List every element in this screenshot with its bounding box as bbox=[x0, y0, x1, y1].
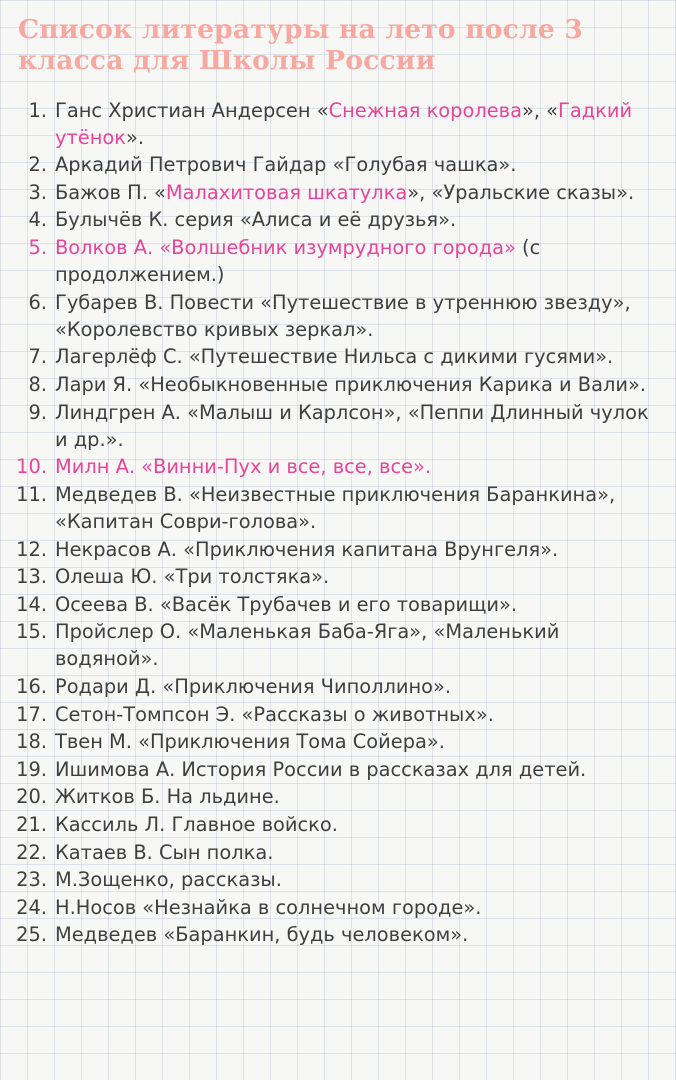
plain-text: », « bbox=[521, 98, 559, 122]
list-item bbox=[14, 371, 662, 398]
highlighted-title: Гадкий утёнок bbox=[55, 98, 633, 149]
plain-text: Сетон-Томпсон Э. «Рассказы о животных». bbox=[55, 702, 494, 726]
list-item-text bbox=[55, 618, 662, 672]
plain-text: Осеева В. «Васёк Трубачев и его товарищи». bbox=[55, 592, 518, 616]
plain-text: Пройслер О. «Маленькая Баба-Яга», «Маленький водяной». bbox=[55, 620, 560, 671]
plain-text: М.Зощенко, рассказы. bbox=[55, 868, 282, 892]
list-item-text bbox=[55, 97, 662, 151]
list-item bbox=[14, 97, 662, 151]
list-item bbox=[14, 179, 662, 206]
list-item-text bbox=[55, 536, 662, 563]
list-item-text bbox=[55, 728, 662, 755]
plain-text: Лари Я. «Необыкновенные приключения Карика и Вали». bbox=[55, 372, 647, 396]
list-item-text bbox=[55, 921, 662, 948]
list-item bbox=[14, 591, 662, 618]
list-item-number: 19. bbox=[16, 757, 47, 781]
list-item-number: 10. bbox=[16, 455, 47, 479]
list-item bbox=[14, 783, 662, 810]
list-item-number: 24. bbox=[16, 895, 47, 919]
plain-text: Булычёв К. серия «Алиса и её друзья». bbox=[55, 208, 457, 232]
list-item bbox=[14, 453, 662, 480]
list-item bbox=[14, 343, 662, 370]
list-item bbox=[14, 756, 662, 783]
list-item-text bbox=[55, 234, 662, 288]
list-item-text bbox=[55, 894, 662, 921]
list-item-number: 6. bbox=[28, 290, 47, 314]
plain-text: Житков Б. На льдине. bbox=[55, 785, 280, 809]
list-item-number: 5. bbox=[28, 236, 47, 259]
list-item-text bbox=[55, 591, 662, 618]
reading-list bbox=[14, 97, 662, 949]
list-item-text bbox=[55, 206, 662, 233]
page-title: Список литературы на лето после 3 класса для Школы России bbox=[18, 14, 584, 77]
plain-text: Лагерлёф С. «Путешествие Нильса с дикими гусями». bbox=[55, 345, 614, 369]
list-item bbox=[14, 839, 662, 866]
list-item-number: 12. bbox=[16, 537, 47, 561]
list-item bbox=[14, 728, 662, 755]
list-item bbox=[14, 618, 662, 672]
highlighted-title: Волков А. «Волшебник изумрудного города» bbox=[55, 236, 516, 259]
list-item-text bbox=[55, 866, 662, 893]
list-item-text bbox=[55, 289, 662, 343]
plain-text: Губарев В. Повести «Путешествие в утреннюю звезду», «Королевство кривых зеркал». bbox=[55, 290, 631, 341]
list-item bbox=[14, 481, 662, 535]
plain-text: Аркадий Петрович Гайдар «Голубая чашка». bbox=[55, 153, 517, 177]
list-item-number: 20. bbox=[16, 785, 47, 809]
list-item-number: 7. bbox=[28, 345, 47, 369]
list-item-text bbox=[55, 481, 662, 535]
list-item bbox=[14, 536, 662, 563]
list-item-number: 17. bbox=[16, 702, 47, 726]
plain-text: Ишимова А. История России в рассказах для детей. bbox=[55, 757, 587, 781]
list-item-number: 25. bbox=[16, 923, 47, 947]
list-item-text bbox=[55, 399, 662, 453]
list-item-number: 2. bbox=[28, 153, 47, 177]
list-item-text bbox=[55, 453, 662, 480]
list-item bbox=[14, 206, 662, 233]
list-item-number: 13. bbox=[16, 565, 47, 589]
list-item bbox=[14, 151, 662, 178]
highlighted-title: Милн А. «Винни-Пух и все, все, все». bbox=[55, 455, 432, 479]
list-item-text bbox=[55, 783, 662, 810]
list-item bbox=[14, 234, 662, 288]
list-item-text bbox=[55, 811, 662, 838]
list-item-number: 9. bbox=[28, 400, 47, 424]
list-item-number: 18. bbox=[16, 730, 47, 754]
plain-text: (с продолжением.) bbox=[55, 236, 541, 287]
list-item-text bbox=[55, 179, 662, 206]
list-item-text bbox=[55, 151, 662, 178]
list-item-number: 23. bbox=[16, 868, 47, 892]
plain-text: Медведев В. «Неизвестные приключения Баранкина», «Капитан Соври-голова». bbox=[55, 482, 616, 533]
list-item-number: 21. bbox=[16, 812, 47, 836]
list-item bbox=[14, 701, 662, 728]
list-item bbox=[14, 921, 662, 948]
list-item bbox=[14, 811, 662, 838]
plain-text: Родари Д. «Приключения Чиполлино». bbox=[55, 675, 452, 698]
plain-text: Олеша Ю. «Три толстяка». bbox=[55, 565, 330, 589]
plain-text: Некрасов А. «Приключения капитана Врунгеля». bbox=[55, 537, 559, 561]
plain-text: Ганс Христиан Андерсен « bbox=[55, 98, 329, 122]
list-item-number: 14. bbox=[16, 592, 47, 616]
list-item bbox=[14, 399, 662, 453]
list-item-number: 4. bbox=[28, 208, 47, 232]
highlighted-title: Снежная королева bbox=[328, 98, 522, 122]
plain-text: ». bbox=[125, 125, 144, 149]
list-item bbox=[14, 894, 662, 921]
list-item bbox=[14, 673, 662, 700]
list-item-number: 3. bbox=[28, 180, 47, 204]
list-item-text bbox=[55, 756, 662, 783]
plain-text: Катаев В. Сын полка. bbox=[55, 840, 274, 864]
list-item-number: 11. bbox=[16, 482, 47, 506]
list-item-text bbox=[55, 371, 662, 398]
plain-text: Бажов П. « bbox=[55, 180, 166, 204]
list-item-number: 1. bbox=[28, 98, 47, 122]
plain-text: Медведев «Баранкин, будь человеком». bbox=[55, 923, 469, 947]
plain-text: Кассиль Л. Главное войско. bbox=[55, 812, 338, 836]
list-item-number: 16. bbox=[16, 675, 47, 698]
plain-text: Н.Носов «Незнайка в солнечном городе». bbox=[55, 895, 482, 919]
list-item-text bbox=[55, 343, 662, 370]
list-item-text bbox=[55, 839, 662, 866]
list-item-text bbox=[55, 563, 662, 590]
list-item bbox=[14, 563, 662, 590]
list-item bbox=[14, 866, 662, 893]
list-item-number: 8. bbox=[28, 372, 47, 396]
list-item-text bbox=[55, 701, 662, 728]
plain-text: Твен М. «Приключения Тома Сойера». bbox=[55, 730, 445, 754]
list-item-number: 22. bbox=[16, 840, 47, 864]
highlighted-title: Малахитовая шкатулка bbox=[165, 180, 408, 204]
plain-text: Линдгрен А. «Малыш и Карлсон», «Пеппи Длинный чулок и др.». bbox=[55, 400, 649, 451]
list-item-number: 15. bbox=[16, 620, 47, 644]
list-item-text bbox=[55, 673, 662, 700]
plain-text: », «Уральские сказы». bbox=[407, 180, 635, 204]
list-item bbox=[14, 289, 662, 343]
